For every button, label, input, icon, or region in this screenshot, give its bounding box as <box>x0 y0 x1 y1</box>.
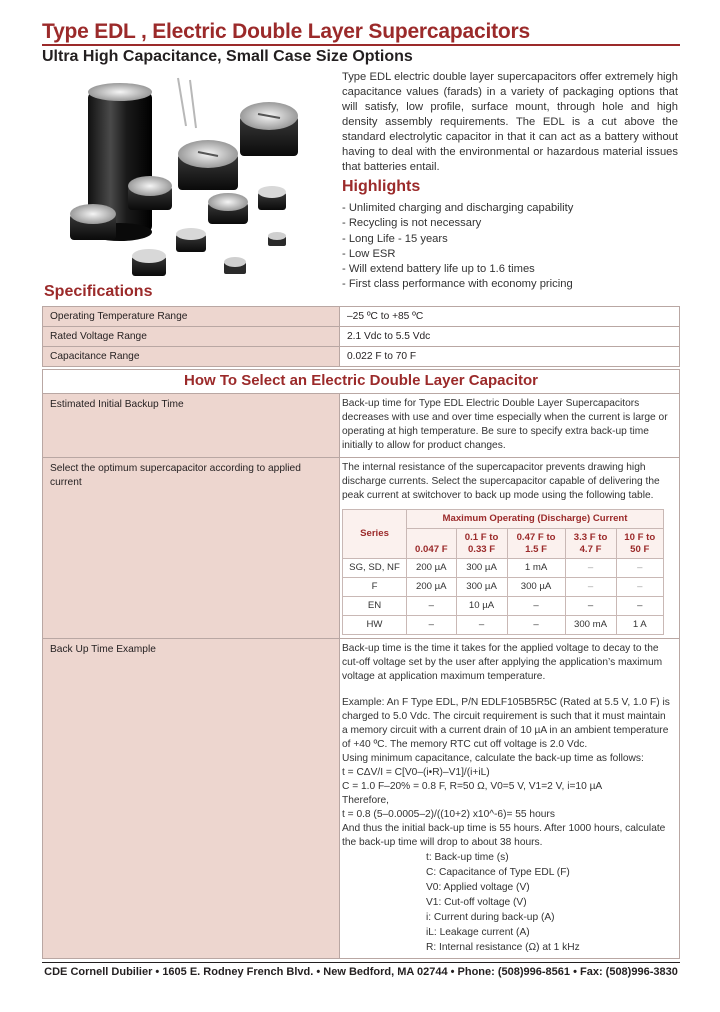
footer-contact: CDE Cornell Dubilier • 1605 E. Rodney French Blvd. • New Bedford, MA 02744 • Phone: (508)996-8561 • Fax: (508)996-3830 <box>44 966 678 978</box>
list-item: - Unlimited charging and discharging capability <box>342 202 574 214</box>
example-line: Example: An F Type EDL, P/N EDLF105B5R5C (Rated at 5.5 V, 1.0 F) is charged to 5.0 Vdc. The circuit requirement is such that it must maintain a memory circuit with a current drain of 10 µA in an ambient temperature of +40 ºC. The memory RTC cut off voltage is 2.0 Vdc. <box>342 697 670 750</box>
current-cell: – <box>407 616 457 635</box>
spec-label: Rated Voltage Range <box>43 327 340 347</box>
list-item: - First class performance with economy pricing <box>342 278 573 291</box>
list-item: iL: Leakage current (A) <box>426 927 530 938</box>
table-row <box>343 578 664 597</box>
spec-value: –25 ºC to +85 ºC <box>340 307 680 327</box>
table-row <box>43 307 680 327</box>
highlights-heading: Highlights <box>342 178 421 195</box>
spec-value: 0.022 F to 70 F <box>340 347 680 367</box>
title-divider <box>42 44 680 46</box>
optimum-label: Select the optimum supercapacitor according to applied current <box>43 458 340 639</box>
series-header: Series <box>343 510 407 559</box>
current-cell: – <box>407 597 457 616</box>
specifications-table <box>42 306 680 367</box>
footer-divider <box>42 962 680 963</box>
list-item: - Low ESR <box>342 247 396 260</box>
current-cell: 300 µA <box>456 559 507 578</box>
current-cell: 10 µA <box>456 597 507 616</box>
list-item: t: Back-up time (s) <box>426 852 509 863</box>
list-item: V1: Cut-off voltage (V) <box>426 897 527 908</box>
current-cell: – <box>565 559 616 578</box>
spec-label: Capacitance Range <box>43 347 340 367</box>
spacer <box>342 684 674 696</box>
backup-time-text: Back-up time for Type EDL Electric Double Layer Supercapacitors decreases with use and over time especially when the current is large or operating at high temperature. Be sure to specify extra back-up time initially to allow for product changes. <box>340 394 680 458</box>
selection-table <box>42 393 680 959</box>
current-cell: 1 mA <box>507 559 565 578</box>
column-header: 10 F to 50 F <box>616 529 663 559</box>
table-row <box>43 458 680 639</box>
column-header: 0.1 F to 0.33 F <box>456 529 507 559</box>
current-cell: – <box>616 597 663 616</box>
current-cell: 300 mA <box>565 616 616 635</box>
series-cell: HW <box>343 616 407 635</box>
current-cell: – <box>565 597 616 616</box>
current-cell: 200 µA <box>407 559 457 578</box>
table-row <box>43 639 680 959</box>
table-row <box>343 597 664 616</box>
selection-heading: How To Select an Electric Double Layer Capacitor <box>42 369 680 393</box>
spec-label: Operating Temperature Range <box>43 307 340 327</box>
formula-line: t = 0.8 (5–0.0005–2)/((10+2) x10^-6)= 55 hours <box>342 809 555 820</box>
column-header: 3.3 F to 4.7 F <box>565 529 616 559</box>
current-cell: – <box>507 597 565 616</box>
column-header: 0.47 F to 1.5 F <box>507 529 565 559</box>
page-title: Type EDL , Electric Double Layer Supercapacitors <box>42 20 530 43</box>
table-row <box>43 347 680 367</box>
series-cell: SG, SD, NF <box>343 559 407 578</box>
list-item: R: Internal resistance (Ω) at 1 kHz <box>426 942 580 953</box>
list-item: i: Current during back-up (A) <box>426 912 555 923</box>
formula-line: C = 1.0 F–20% = 0.8 F, R=50 Ω, V0=5 V, V1=2 V, i=10 µA <box>342 781 603 792</box>
example-line: And thus the initial back-up time is 55 hours. After 1000 hours, calculate the back-up time will drop to about 38 hours. <box>342 823 666 848</box>
specifications-heading: Specifications <box>44 283 153 300</box>
table-row <box>43 394 680 458</box>
backup-time-label: Estimated Initial Backup Time <box>43 394 340 458</box>
intro-paragraph: Type EDL electric double layer supercapacitors offer extremely high capacitance values (farads) in a variety of packaging options that will satisfy, low profile, surface mount, through hole and high density assembly requirements. The EDL is a cut above the standard electrolytic capacitor in that it can act as a battery without having to deal with the environmental or hazardous material issues that batteries entail. <box>342 71 678 173</box>
current-cell: – <box>507 616 565 635</box>
list-item: V0: Applied voltage (V) <box>426 882 530 893</box>
example-line: Using minimum capacitance, calculate the back-up time as follows: <box>342 753 644 764</box>
column-header: 0.047 F <box>407 529 457 559</box>
page-subtitle: Ultra High Capacitance, Small Case Size Options <box>42 48 413 65</box>
current-table <box>342 509 664 635</box>
spec-value: 2.1 Vdc to 5.5 Vdc <box>340 327 680 347</box>
example-label: Back Up Time Example <box>43 639 340 959</box>
capacitor-product-photo <box>58 74 338 286</box>
series-cell: EN <box>343 597 407 616</box>
current-group-header: Maximum Operating (Discharge) Current <box>407 510 664 529</box>
table-row <box>343 616 664 635</box>
series-cell: F <box>343 578 407 597</box>
list-item: - Recycling is not necessary <box>342 217 482 230</box>
current-cell: 200 µA <box>407 578 457 597</box>
current-cell: 1 A <box>616 616 663 635</box>
list-item: - Will extend battery life up to 1.6 times <box>342 263 535 276</box>
list-item: C: Capacitance of Type EDL (F) <box>426 867 570 878</box>
example-definition: Back-up time is the time it takes for the applied voltage to decay to the cut-off voltage set by the user after applying the application’s maximum voltage at application maximum temperature. <box>342 643 663 682</box>
example-line: Therefore, <box>342 795 389 806</box>
list-item: - Long Life - 15 years <box>342 232 448 245</box>
variable-legend <box>426 850 674 955</box>
table-row <box>343 559 664 578</box>
current-cell: – <box>616 559 663 578</box>
optimum-text: The internal resistance of the supercapacitor prevents drawing high discharge currents. Select the supercapacitor capable of delivering the peak current at switchover to back up mode using the following table. <box>342 462 660 501</box>
current-cell: – <box>456 616 507 635</box>
table-row <box>43 327 680 347</box>
current-cell: – <box>565 578 616 597</box>
current-cell: – <box>616 578 663 597</box>
highlights-list <box>342 201 678 293</box>
formula-line: t = CΔV/I = C[V0–(i•R)–V1]/(i+iL) <box>342 767 490 778</box>
current-cell: 300 µA <box>456 578 507 597</box>
current-cell: 300 µA <box>507 578 565 597</box>
